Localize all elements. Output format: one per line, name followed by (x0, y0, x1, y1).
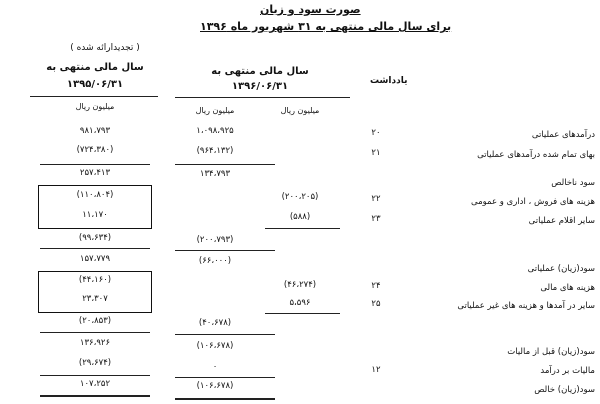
row-12-note: ۱۲ (371, 365, 381, 375)
rule-pretax-prior (40, 332, 150, 333)
row-13-label: سود(زیان) خالص (534, 385, 595, 395)
row-3-label: سود ناخالص (551, 178, 595, 188)
row-2-current-total: (۹۶۴،۱۳۲) (196, 146, 234, 156)
row-12-label: مالیات بر درآمد (540, 366, 595, 376)
row-11-label: سود(زیان) قبل از مالیات (507, 347, 595, 357)
current-year-heading: سال مالی منتهی به (211, 66, 309, 77)
row-1-prior: ۹۸۱،۷۹۳ (79, 126, 111, 136)
rule-pretax-current (175, 334, 275, 335)
row-8-prior: (۴۴،۱۶۰) (78, 275, 112, 285)
row-9-note: ۲۵ (371, 299, 381, 309)
row-3-prior: ۲۵۷،۴۱۳ (79, 168, 111, 178)
rule-nonop-detail (265, 313, 340, 314)
row-1-label: درآمدهای عملیاتی (531, 130, 595, 140)
row-5-prior: ۱۱،۱۷۰ (82, 210, 108, 220)
current-total-unit: میلیون ریال (195, 106, 235, 115)
rule-operating-current (175, 250, 275, 251)
row-13-current-total: (۱۰۶،۶۷۸) (196, 381, 234, 391)
prior-heading-rule (30, 96, 158, 97)
rule-gross-current (175, 164, 275, 165)
row-3-current-total: ۱۳۴،۷۹۳ (199, 169, 231, 179)
statement-subtitle: برای سال مالی منتهی به ۳۱ شهریور ماه ۱۳۹۶ (200, 20, 452, 33)
double-rule-net-current (175, 398, 275, 400)
row-2-note: ۲۱ (371, 148, 381, 158)
row-9-label: سایر در آمدها و هزینه های غیر عملیاتی (457, 301, 595, 311)
prior-year-heading: سال مالی منتهی به (46, 62, 144, 73)
row-10-current-total: (۴۰،۶۷۸) (198, 318, 232, 328)
row-5-note: ۲۳ (371, 214, 381, 224)
row-9-current-detail: ۵،۵۹۶ (289, 298, 311, 308)
row-8-note: ۲۴ (371, 281, 381, 291)
restated-note: ( تجدیدارائه شده ) (70, 43, 140, 53)
rule-net-prior (40, 375, 150, 376)
row-11-current-total: (۱۰۶،۶۷۸) (196, 341, 234, 351)
row-4-note: ۲۲ (371, 194, 381, 204)
double-rule-net-prior (40, 395, 150, 397)
row-13-prior: ۱۰۷،۲۵۲ (79, 379, 111, 389)
row-4-prior: (۱۱۰،۸۰۴) (76, 190, 114, 200)
row-9-prior: ۲۳،۳۰۷ (82, 294, 108, 304)
row-7-label: سود(زیان) عملیاتی (527, 264, 595, 274)
row-12-current-total: ۰ (212, 362, 218, 372)
row-11-prior: ۱۳۶،۹۲۶ (79, 338, 111, 348)
row-8-label: هزینه های مالی (540, 283, 595, 293)
row-6-prior: (۹۹،۶۳۴) (78, 233, 112, 243)
row-5-label: سایر اقلام عملیاتی (528, 216, 595, 226)
prior-year-date: ۱۳۹۵/۰۶/۳۱ (66, 79, 124, 90)
current-heading-rule (175, 97, 350, 98)
rule-net-current (175, 377, 275, 378)
current-detail-unit: میلیون ریال (280, 106, 320, 115)
row-2-prior: (۷۲۴،۳۸۰) (76, 145, 114, 155)
row-7-prior: ۱۵۷،۷۷۹ (79, 254, 111, 264)
rule-gross-prior (40, 164, 150, 165)
rule-operating-prior (40, 248, 150, 249)
row-2-label: بهای تمام شده درآمدهای عملیاتی (477, 150, 595, 160)
note-column-heading: یادداشت (370, 76, 408, 86)
row-7-current-total: (۶۶،۰۰۰) (198, 256, 232, 266)
statement-title: صورت سود و زیان (260, 3, 361, 16)
prior-unit: میلیون ریال (75, 102, 115, 111)
row-5-current-detail: (۵۸۸) (289, 212, 311, 222)
rule-opex-detail (265, 228, 340, 229)
row-8-current-detail: (۴۶،۲۷۴) (283, 280, 317, 290)
row-10-prior: (۲۰،۸۵۳) (78, 316, 112, 326)
row-1-current-total: ۱،۰۹۸،۹۲۵ (196, 126, 234, 136)
row-4-label: هزینه های فروش ، اداری و عمومی (471, 197, 595, 207)
row-4-current-detail: (۲۰۰،۲۰۵) (281, 192, 319, 202)
row-6-current-total: (۲۰۰،۷۹۳) (196, 235, 234, 245)
current-year-date: ۱۳۹۶/۰۶/۳۱ (231, 81, 289, 92)
row-12-prior: (۲۹،۶۷۴) (78, 358, 112, 368)
row-1-note: ۲۰ (371, 128, 381, 138)
